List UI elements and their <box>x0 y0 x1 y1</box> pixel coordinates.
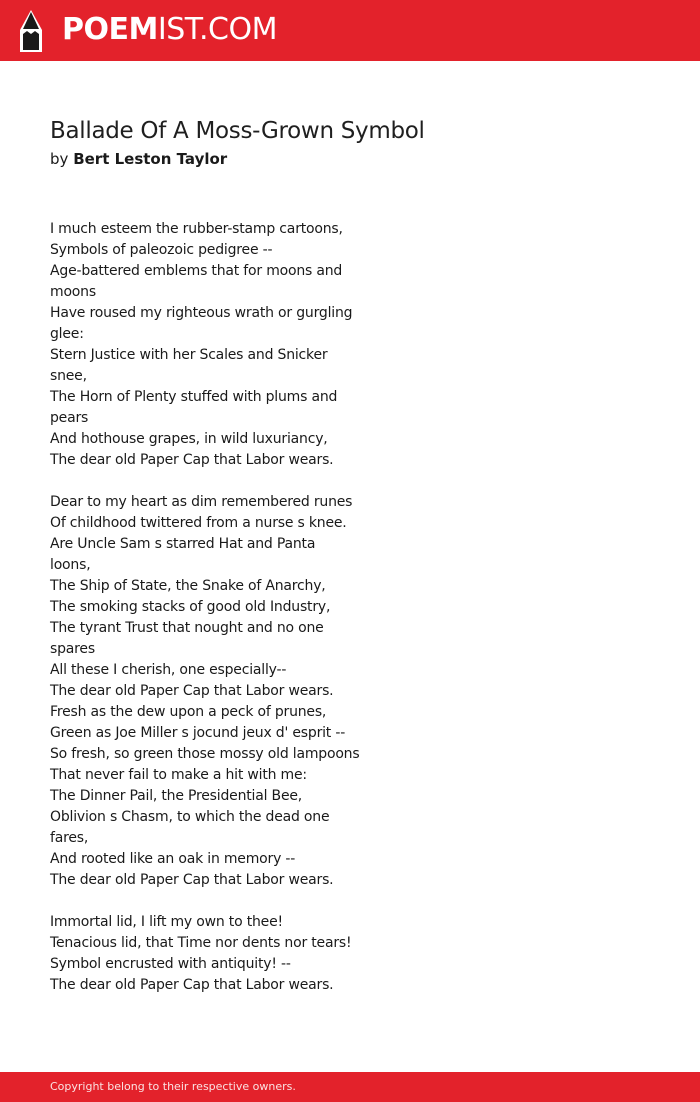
byline <box>50 149 227 169</box>
logo-bold-text: POEM <box>62 12 158 47</box>
poem-line: Immortal lid, I lift my own to thee! <box>50 914 283 930</box>
poem-line: pears <box>50 410 89 426</box>
poem-line: The dear old Paper Cap that Labor wears. <box>50 452 334 468</box>
poem-line: Age-battered emblems that for moons and <box>50 263 343 279</box>
poem-line: The dear old Paper Cap that Labor wears. <box>50 977 334 993</box>
poem-line: moons <box>50 284 96 300</box>
author-name: Bert Leston Taylor <box>73 150 228 168</box>
logo-light-text: IST.COM <box>157 12 277 47</box>
poem-line: loons, <box>50 557 91 573</box>
poem-title: Ballade Of A Moss-Grown Symbol <box>50 118 425 144</box>
by-label: by <box>50 150 69 168</box>
poem-line: spares <box>50 641 95 657</box>
poem-line: Fresh as the dew upon a peck of prunes, <box>50 704 327 720</box>
poem-line: And hothouse grapes, in wild luxuriancy, <box>50 431 328 447</box>
poem-line: Symbol encrusted with antiquity! -- <box>50 956 291 972</box>
poem-line: The Ship of State, the Snake of Anarchy, <box>50 578 326 594</box>
poem-line: And rooted like an oak in memory -- <box>50 851 296 867</box>
poem-line: The smoking stacks of good old Industry, <box>50 599 331 615</box>
poem-line: Have roused my righteous wrath or gurgling <box>50 305 353 321</box>
site-logo[interactable] <box>62 12 277 48</box>
copyright-text: Copyright belong to their respective owners. <box>50 1080 296 1093</box>
poem-line: fares, <box>50 830 89 846</box>
poem-line: Symbols of paleozoic pedigree -- <box>50 242 273 258</box>
poem-line: The dear old Paper Cap that Labor wears. <box>50 683 334 699</box>
pencil-logo-icon[interactable] <box>18 10 44 52</box>
poem-line: The Horn of Plenty stuffed with plums and <box>50 389 338 405</box>
poem-line: The tyrant Trust that nought and no one <box>50 620 324 636</box>
poem-line: That never fail to make a hit with me: <box>50 767 307 783</box>
poem-line: snee, <box>50 368 87 384</box>
site-footer <box>0 1072 700 1102</box>
poem-line: Dear to my heart as dim remembered runes <box>50 494 353 510</box>
poem-line: Green as Joe Miller s jocund jeux d' esprit -- <box>50 725 346 741</box>
poem-line: Tenacious lid, that Time nor dents nor tears! <box>50 935 352 951</box>
poem-line: glee: <box>50 326 84 342</box>
poem-line: The dear old Paper Cap that Labor wears. <box>50 872 334 888</box>
poem-line: Oblivion s Chasm, to which the dead one <box>50 809 330 825</box>
poem-line: Of childhood twittered from a nurse s knee. <box>50 515 347 531</box>
poem-line: Are Uncle Sam s starred Hat and Panta <box>50 536 316 552</box>
poem-line: Stern Justice with her Scales and Snicker <box>50 347 328 363</box>
stanza-break <box>50 891 380 912</box>
poem-line: I much esteem the rubber-stamp cartoons, <box>50 221 343 237</box>
stanza-break <box>50 471 380 492</box>
poem-line: So fresh, so green those mossy old lampoons <box>50 746 360 762</box>
poem-body <box>50 219 380 996</box>
poem-line: The Dinner Pail, the Presidential Bee, <box>50 788 303 804</box>
poem-line: All these I cherish, one especially-- <box>50 662 287 678</box>
site-header <box>0 0 700 61</box>
